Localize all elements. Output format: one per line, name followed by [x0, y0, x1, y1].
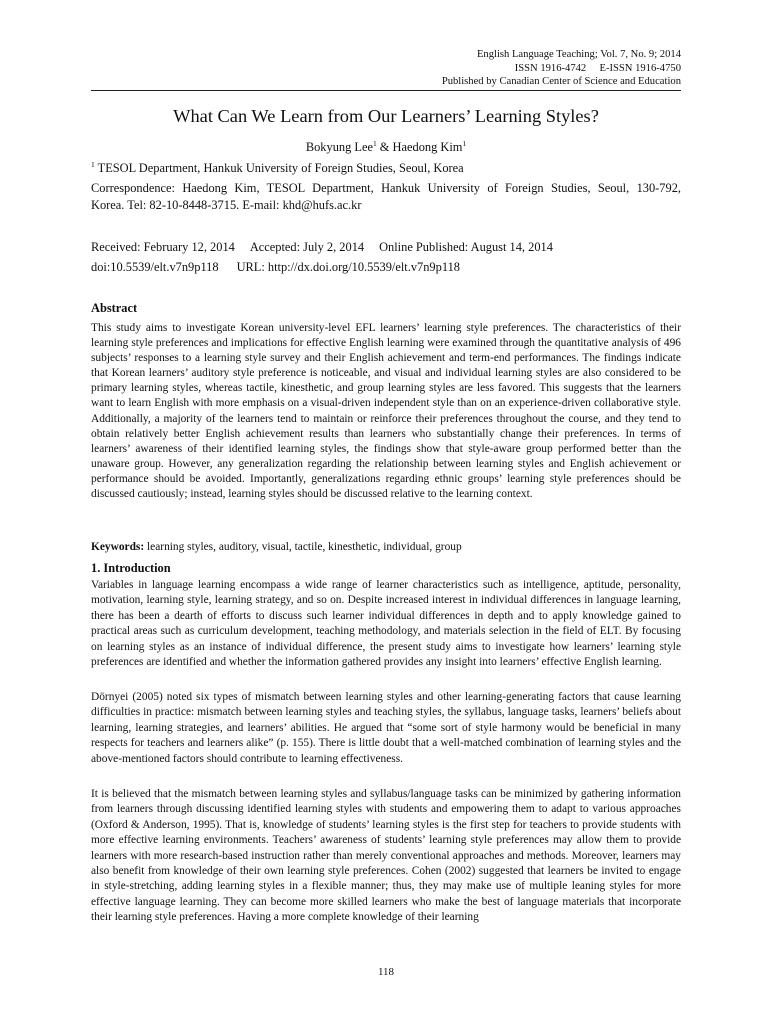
body-paragraph: Dörnyei (2005) noted six types of mismatch between learning styles and other learning-generating factors that cause learning difficulties in practice: mismatch between learning styles and teaching styles, the syllabus, language tasks, learners’ beliefs about learning, learning strategies, and learners’ abilities. He argued that “some sort of style harmony would be beneficial in many respects for teachers and learners alike” (p. 155). There is little doubt that a well-matched combination of learning styles and the above-mentioned factors should contribute to learning effectiveness.	[91, 691, 681, 765]
header-rule	[91, 90, 681, 91]
publisher-line: Published by Canadian Center of Science and Education	[441, 76, 681, 88]
body-paragraph: It is believed that the mismatch between learning styles and syllabus/language tasks can be minimized by gathering information from learners through discussing identified learning styles with students and empowering them to adapt to various approaches (Oxford & Anderson, 1995). That is, knowledge of students’ learning styles is the first step for teachers to provide students with more effective learning environments. Teachers’ awareness of students’ learning style preferences may allow them to provide learners with more research-based instruction rather than merely conventional approaches and methods. Moreover, learners may also benefit from knowledge of their own learning style preferences. Cohen (2002) suggested that learners be invited to engage in style-stretching, adding learning styles in a flexible manner; thus, they may make use of multiple leaning styles for more effective language learning. They can become more skilled learners who make the best of language materials that incorporate their learning style preferences. Having a more complete knowledge of their learning	[91, 788, 681, 924]
author-affiliation-mark: 1	[372, 138, 377, 148]
page-number: 118	[377, 966, 395, 978]
issn-line: ISSN 1916-4742 E-ISSN 1916-4750	[514, 62, 681, 74]
paper-page	[91, 0, 681, 1024]
accepted-date: Accepted: July 2, 2014	[249, 240, 365, 254]
doi-line	[91, 259, 460, 276]
author-name: Haedong Kim	[392, 140, 463, 154]
abstract-text: This study aims to investigate Korean university-level EFL learners’ learning style preferences. The characteristics of their learning style preferences and implications for effective English learning were examined through the quantitative analysis of 496 subjects’ responses to a learning style survey and their English achievement and term-end performances. The findings indicate that Korean learners’ auditory style preference is noticeable, and visual and individual learning styles are also considered to be primary learning styles, whereas tactile, kinesthetic, and group learning styles are less favored. This suggests that the learners want to learn English with more emphasis on a visual-driven independent style than on an experience-driven collaborative style. Additionally, a majority of the learners tend to maintain or reinforce their preferences throughout the course, and they tend to obtain relatively better English achievement results than learners who substantially change their preferences. In terms of learners’ awareness of their identified learning styles, the findings show that style-aware group performed better than the unaware group. However, any generalization regarding the relationship between learning styles and English achievement or performance should be avoided. Importantly, generalizations regarding ethnic groups’ learning style preferences should be discussed cautiously; instead, learning styles should be discussed relative to the learning context.	[91, 322, 681, 501]
journal-line: English Language Teaching; Vol. 7, No. 9; 2014	[476, 49, 681, 60]
affiliation-text: TESOL Department, Hankuk University of Foreign Studies, Seoul, Korea	[94, 161, 464, 175]
abstract-heading: Abstract	[91, 301, 138, 315]
author-name: Bokyung Lee	[305, 140, 373, 154]
publication-dates	[91, 239, 553, 256]
journal-header	[442, 48, 681, 89]
article-url[interactable]: URL: http://dx.doi.org/10.5539/elt.v7n9p118	[236, 260, 460, 274]
affiliation-mark: 1	[91, 159, 95, 169]
article-title: What Can We Learn from Our Learners’ Learning Styles?	[173, 106, 599, 126]
correspondence-line: Korea. Tel: 82-10-8448-3715. E-mail: khd@hufs.ac.kr	[91, 198, 362, 212]
correspondence	[91, 180, 681, 214]
section-heading: 1. Introduction	[91, 561, 171, 575]
author-affiliation-mark: 1	[462, 138, 467, 148]
published-date: Online Published: August 14, 2014	[379, 240, 553, 254]
correspondence-line: Correspondence: Haedong Kim, TESOL Department, Hankuk University of Foreign Studies, Seoul, 130-792,	[91, 181, 681, 195]
author-separator: &	[376, 140, 393, 154]
doi-text: doi:10.5539/elt.v7n9p118	[91, 260, 219, 274]
received-date: Received: February 12, 2014	[91, 240, 235, 254]
author-line	[91, 139, 681, 155]
keywords-label: Keywords:	[91, 541, 145, 553]
keywords-line	[91, 540, 462, 555]
body-paragraph: Variables in language learning encompass a wide range of learner characteristics such as intelligence, aptitude, personality, motivation, learning style, learning strategy, and so on. Despite increased interest in individual differences in language learning, there has been a dearth of efforts to discuss such learner individual differences in depth and to apply knowledge gained to practical areas such as curriculum development, teaching methodology, and materials selection in the field of ELT. By focusing on learning styles as an instance of individual difference, the present study aims to investigate how learners’ learning style preferences are identified and whether the information gathered provides any insight into learners’ effective English learning.	[91, 579, 681, 669]
keywords-text: learning styles, auditory, visual, tactile, kinesthetic, individual, group	[144, 541, 462, 553]
affiliation	[91, 160, 681, 176]
